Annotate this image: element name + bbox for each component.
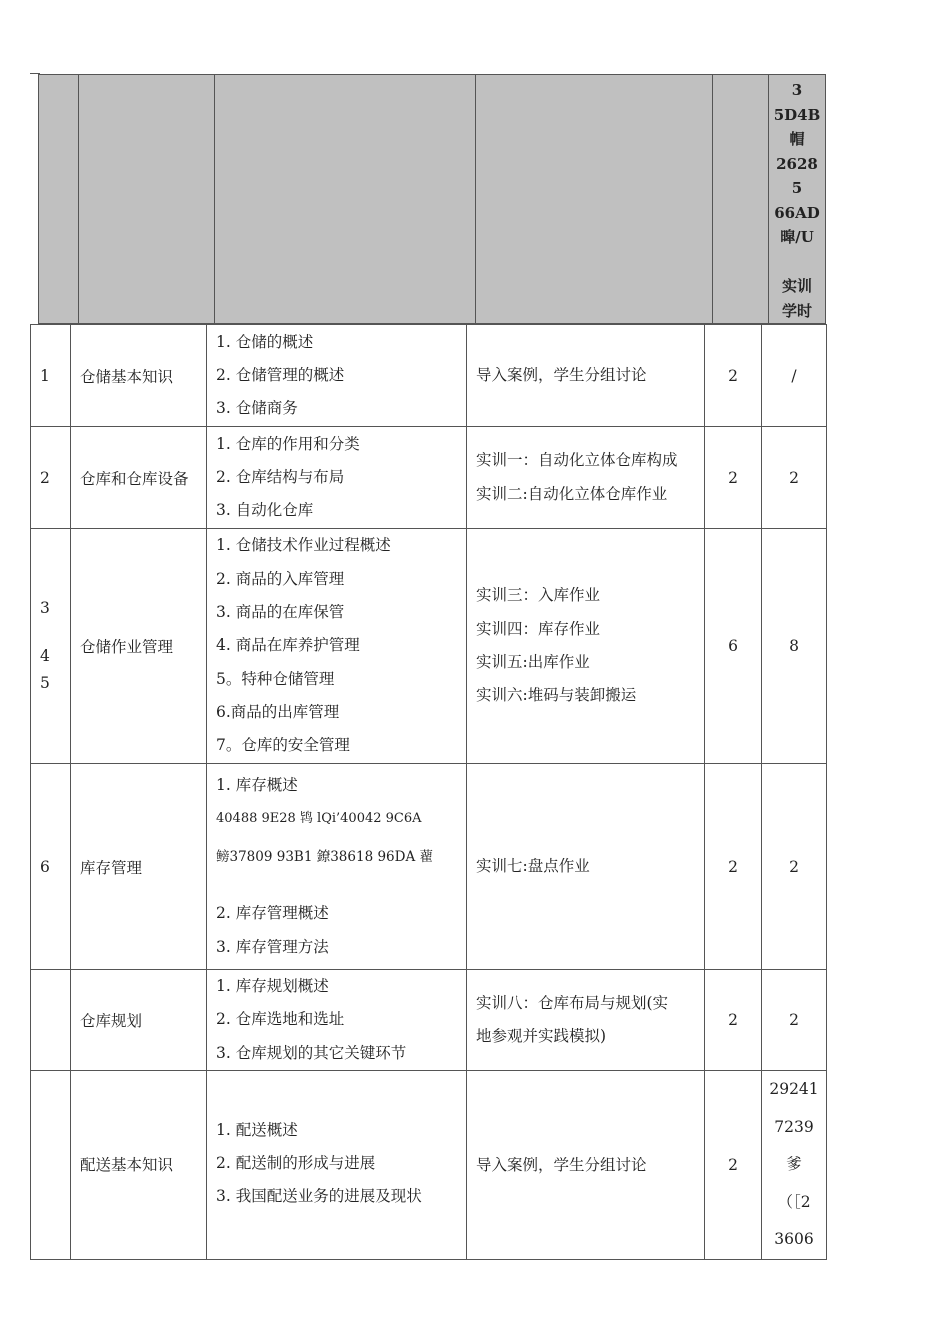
row-activities: 导入案例，学生分组讨论: [467, 1071, 705, 1260]
row-practice-hours: 29241 7239 爹 （［2 3606: [762, 1071, 827, 1260]
header-line: 3: [791, 81, 803, 99]
header-line: 5D4B: [773, 105, 821, 124]
row-seq: [31, 970, 71, 1071]
row-activities: 实训一：自动化立体仓库构成 实训二:自动化立体仓库作业: [467, 427, 705, 529]
table-row: [31, 325, 827, 427]
row-module: 库存管理: [71, 764, 207, 970]
row-practice-hours: 2: [762, 970, 827, 1071]
row-module: 仓库和仓库设备: [71, 427, 207, 529]
row-module: 仓储作业管理: [71, 529, 207, 764]
table-row: [31, 764, 827, 970]
header-line: 5: [791, 179, 803, 197]
course-schedule-table: [30, 324, 827, 1260]
row-content: 1. 仓储技术作业过程概述 2. 商品的入库管理 3. 商品的在库保管 4. 商品在库养护管理 5。特种仓储管理 6.商品的出库管理 7。仓库的安全管理: [207, 529, 467, 764]
header-practice-label: [769, 75, 825, 323]
row-theory-hours: 2: [705, 325, 762, 427]
row-practice-hours: /: [762, 325, 827, 427]
row-theory-hours: 2: [705, 1071, 762, 1260]
row-activities: 实训七:盘点作业: [467, 764, 705, 970]
header-line-blank: [769, 250, 825, 275]
header-line: 实训: [781, 277, 812, 295]
row-activities: 导入案例，学生分组讨论: [467, 325, 705, 427]
header-cell-activities: [476, 75, 713, 324]
table-header: [38, 74, 826, 324]
row-theory-hours: 2: [705, 764, 762, 970]
row-module: 仓库规划: [71, 970, 207, 1071]
header-line: 2628: [776, 154, 818, 173]
row-seq: 3 4 5: [31, 529, 71, 764]
row-content: 1. 库存概述 40488 9E28 鸨 lQi’40042 9C6A 鳑37809 93B1 鐐38618 96DA 藋 2. 库存管理概述 3. 库存管理方法: [207, 764, 467, 970]
header-cell-theory-hours: [713, 75, 769, 324]
row-seq: 6: [31, 764, 71, 970]
row-practice-hours: 8: [762, 529, 827, 764]
header-cell-seq: [39, 75, 79, 324]
row-seq: [31, 1071, 71, 1260]
header-line: 66AD: [774, 203, 820, 222]
table-row: [31, 970, 827, 1071]
row-activities: 实训三：入库作业 实训四：库存作业 实训五:出库作业 实训六:堆码与装卸搬运: [467, 529, 705, 764]
row-module: 配送基本知识: [71, 1071, 207, 1260]
row-seq: 1: [31, 325, 71, 427]
table-row: [31, 1071, 827, 1260]
row-practice-hours: 2: [762, 764, 827, 970]
row-activities: 实训八：仓库布局与规划(实 地参观并实践模拟): [467, 970, 705, 1071]
table-row: [31, 529, 827, 764]
table-row: [31, 427, 827, 529]
header-cell-content: [215, 75, 476, 324]
row-theory-hours: 6: [705, 529, 762, 764]
header-row: [39, 75, 826, 324]
row-module: 仓储基本知识: [71, 325, 207, 427]
header-line: 暭/U: [780, 228, 814, 246]
row-content: 1. 仓库的作用和分类 2. 仓库结构与布局 3. 自动化仓库: [207, 427, 467, 529]
header-cell-practice-hours: [769, 75, 826, 324]
row-theory-hours: 2: [705, 970, 762, 1071]
row-content: 1. 配送概述 2. 配送制的形成与进展 3. 我国配送业务的进展及现状: [207, 1071, 467, 1260]
row-theory-hours: 2: [705, 427, 762, 529]
row-seq: 2: [31, 427, 71, 529]
header-line: 帽: [789, 130, 805, 148]
row-content: 1. 库存规划概述 2. 仓库选地和选址 3. 仓库规划的其它关键环节: [207, 970, 467, 1071]
row-content: 1. 仓储的概述 2. 仓储管理的概述 3. 仓储商务: [207, 325, 467, 427]
header-cell-module: [79, 75, 215, 324]
header-line: 学时: [781, 301, 812, 320]
row-practice-hours: 2: [762, 427, 827, 529]
